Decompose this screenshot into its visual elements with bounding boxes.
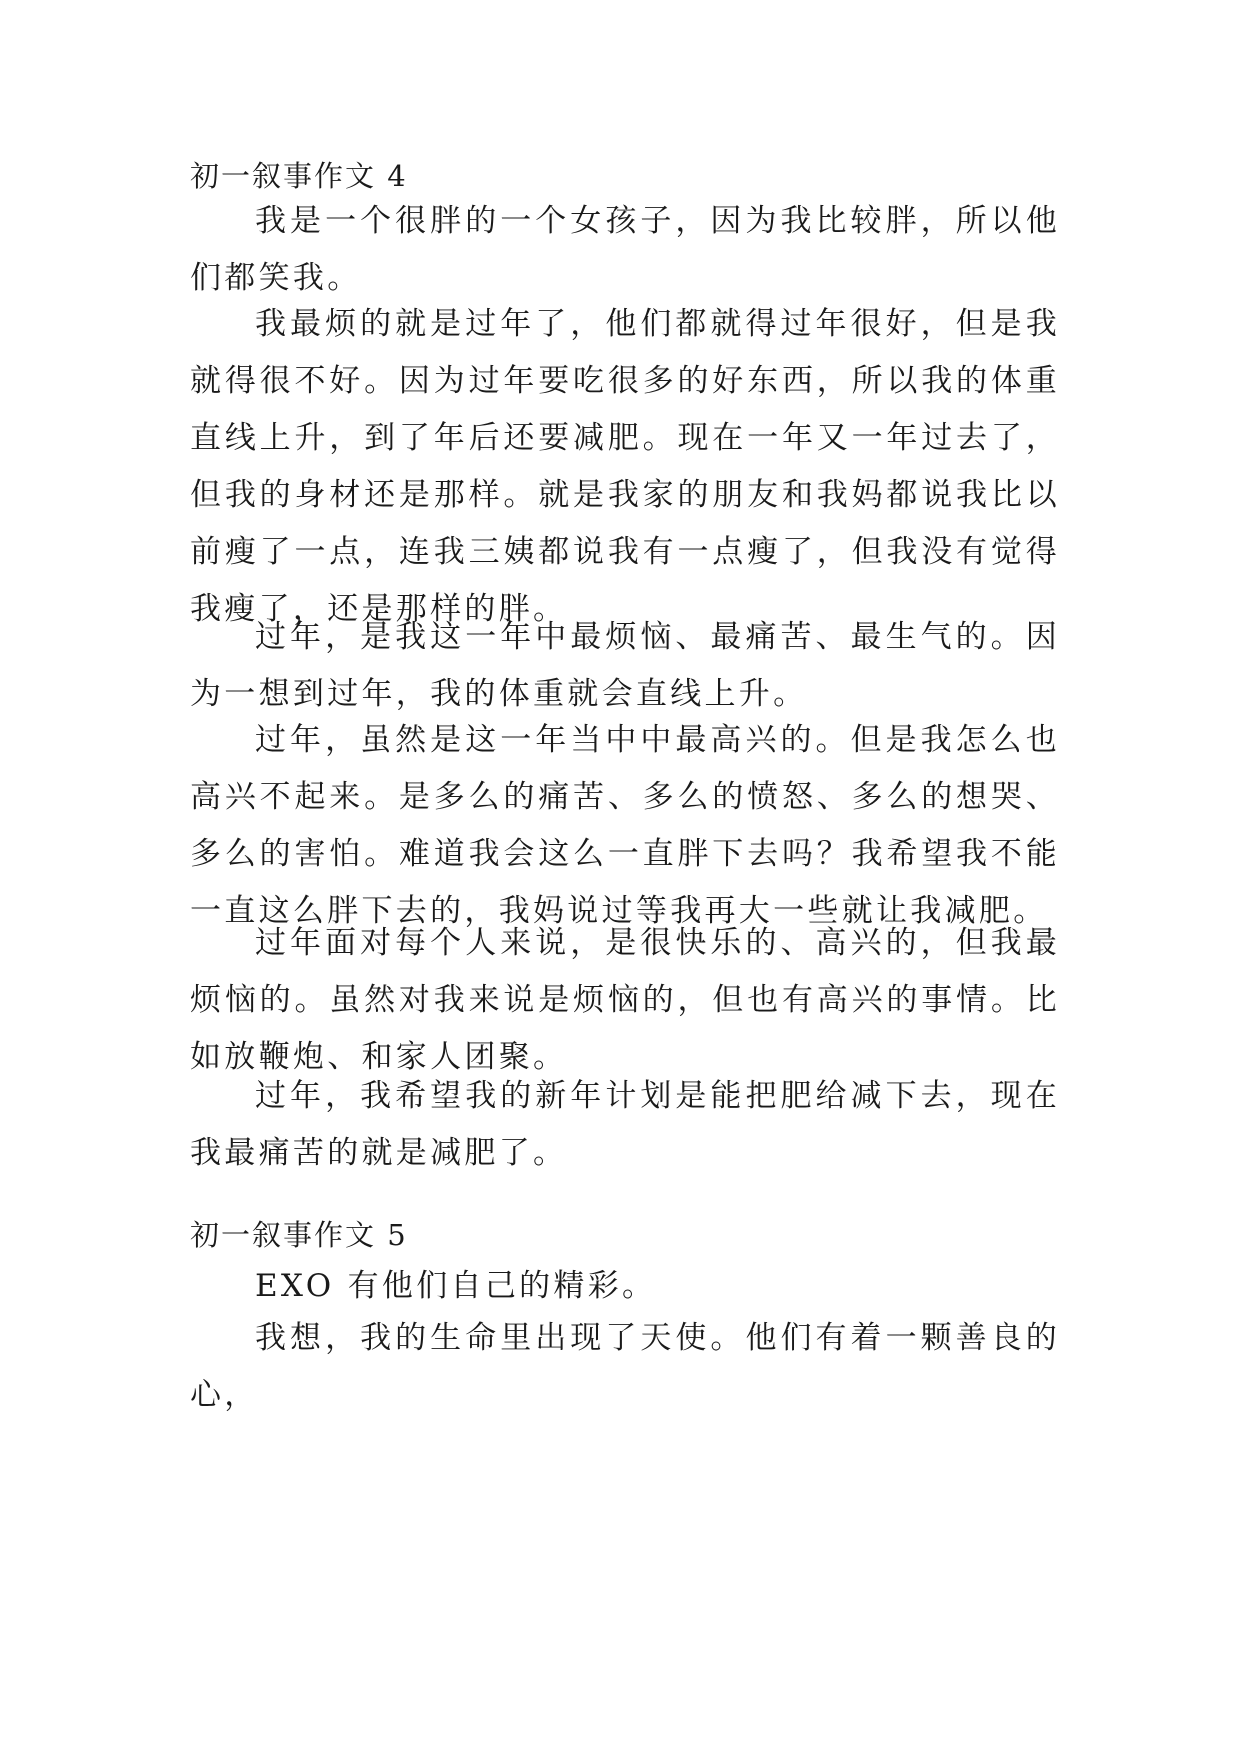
essay-5-paragraph-2: 我想，我的生命里出现了天使。他们有着一颗善良的心， [190,1320,1060,1413]
essay-4-paragraph-1: 我是一个很胖的一个女孩子，因为我比较胖，所以他们都笑我。 [190,203,1060,296]
essay-4-paragraph-5: 过年面对每个人来说，是很快乐的、高兴的，但我最烦恼的。虽然对我来说是烦恼的，但也有高兴的事情。比如放鞭炮、和家人团聚。 [190,925,1060,1075]
essay-4-paragraph-3: 过年，是我这一年中最烦恼、最痛苦、最生气的。因为一想到过年，我的体重就会直线上升。 [190,619,1060,712]
essay-4-paragraph-2: 我最烦的就是过年了，他们都就得过年很好，但是我就得很不好。因为过年要吃很多的好东西，所以我的体重直线上升，到了年后还要减肥。现在一年又一年过去了，但我的身材还是那样。就是我家的朋友和我妈都说我比以前瘦了一点，连我三姨都说我有一点瘦了，但我没有觉得我瘦了，还是那样的胖。 [190,306,1060,627]
essay-5-title: 初一叙事作文 5 [190,1218,408,1252]
essay-4-paragraph-4: 过年，虽然是这一年当中中最高兴的。但是我怎么也高兴不起来。是多么的痛苦、多么的愤怒、多么的想哭、多么的害怕。难道我会这么一直胖下去吗？我希望我不能一直这么胖下去的，我妈说过等我再大一些就让我减肥。 [190,722,1060,929]
essay-5-paragraph-1: EXO 有他们自己的精彩。 [255,1268,657,1304]
document-page [190,0,1060,1754]
essay-4-title: 初一叙事作文 4 [190,159,408,193]
essay-4-paragraph-6: 过年，我希望我的新年计划是能把肥给减下去，现在我最痛苦的就是减肥了。 [190,1078,1060,1171]
